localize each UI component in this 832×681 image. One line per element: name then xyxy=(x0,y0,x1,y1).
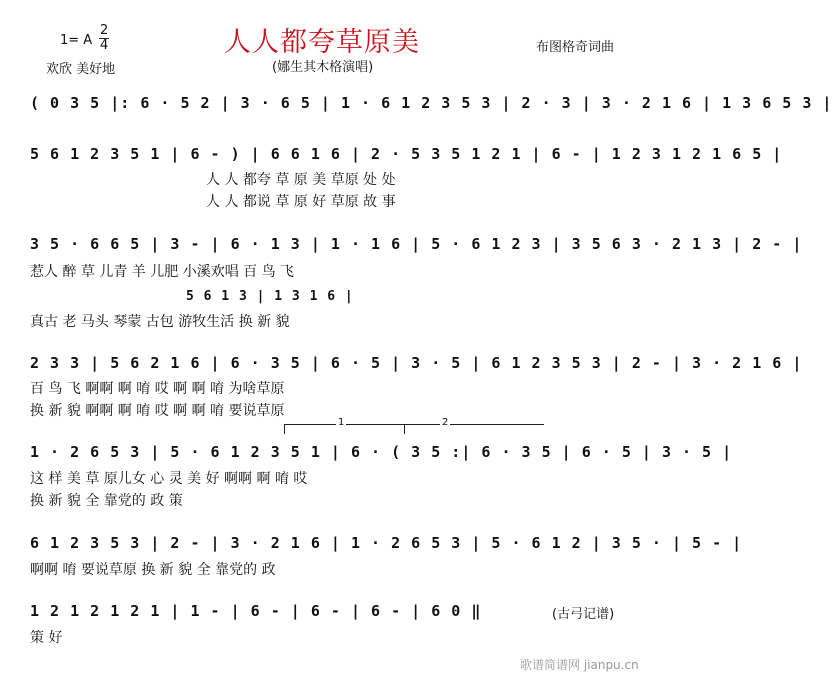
lyrics-line-3: 惹人 醉 草 儿青 羊 儿肥 小溪欢唱 百 鸟 飞 xyxy=(30,264,295,280)
song-title: 人人都夸草原美 xyxy=(224,27,420,58)
volta-2-left-tick xyxy=(404,424,405,434)
volta-2-number: 2 xyxy=(442,417,449,428)
lyrics-line-2-verse-1: 人 人 都夸 草 原 美 草原 处 处 xyxy=(206,172,396,188)
notes-line-6: 1 · 2 6 5 3 | 5 · 6 1 2 3 5 1 | 6 · ( 3 5 :| 6 · 3 5 | 6 · 5 | 3 · 5 | xyxy=(30,443,733,461)
lyrics-line-2-verse-2: 人 人 都说 草 原 好 草原 故 事 xyxy=(206,194,396,210)
singer-credit: (娜生其木格演唱) xyxy=(272,60,374,75)
notes-line-2: 5 6 1 2 3 5 1 | 6 - ) | 6 6 1 6 | 2 · 5 3 5 1 2 1 | 6 - | 1 2 3 1 2 1 6 5 | xyxy=(30,145,783,163)
tempo-marking: 欢欣 美好地 xyxy=(46,62,116,77)
composer-credit: 布图格奇词曲 xyxy=(536,40,615,55)
lyrics-line-6-verse-2: 换 新 貌 全 靠党的 政 策 xyxy=(30,493,183,509)
lyrics-line-8: 策 好 xyxy=(30,630,63,646)
watermark: 歌谱简谱网 jianpu.cn xyxy=(520,658,639,672)
notes-line-7: 6 1 2 3 5 3 | 2 - | 3 · 2 1 6 | 1 · 2 6 5 3 | 5 · 6 1 2 | 3 5 · | 5 - | xyxy=(30,534,743,552)
volta-1-number: 1 xyxy=(338,417,345,428)
notes-line-1: ( 0 3 5 |: 6 · 5 2 | 3 · 6 5 | 1 · 6 1 2 3 5 3 | 2 · 3 | 3 · 2 1 6 | 1 3 6 5 3 | xyxy=(30,94,832,112)
lyrics-line-5-verse-2: 换 新 貌 啊啊 啊 唷 哎 啊 啊 唷 要说草原 xyxy=(30,403,285,419)
lyrics-line-6-verse-1: 这 样 美 草 原儿女 心 灵 美 好 啊啊 啊 唷 哎 xyxy=(30,471,308,487)
volta-1-left-tick xyxy=(284,424,285,434)
lyrics-line-5-verse-1: 百 鸟 飞 啊啊 啊 唷 哎 啊 啊 唷 为啥草原 xyxy=(30,381,285,397)
transcriber-note: (古弓记谱) xyxy=(552,607,615,622)
notes-line-4: 5 6 1 3 | 1 3 1 6 | xyxy=(186,289,354,304)
notes-line-8: 1 2 1 2 1 2 1 | 1 - | 6 - | 6 - | 6 - | 6 0 ‖ xyxy=(30,602,482,620)
time-signature-bottom: 4 xyxy=(100,38,109,53)
volta-2-bracket xyxy=(404,424,544,425)
key-signature: 1= A xyxy=(60,33,93,48)
notes-line-5: 2 3 3 | 5 6 2 1 6 | 6 · 3 5 | 6 · 5 | 3 · 5 | 6 1 2 3 5 3 | 2 - | 3 · 2 1 6 | xyxy=(30,354,803,372)
time-signature-top: 2 xyxy=(100,23,109,38)
lyrics-line-7: 啊啊 唷 要说草原 换 新 貌 全 靠党的 政 xyxy=(30,562,276,578)
notes-line-3: 3 5 · 6 6 5 | 3 - | 6 · 1 3 | 1 · 1 6 | 5 · 6 1 2 3 | 3 5 6 3 · 2 1 3 | 2 - | xyxy=(30,235,803,253)
lyrics-line-4: 真古 老 马头 琴蒙 古包 游牧生活 换 新 貌 xyxy=(30,314,290,330)
